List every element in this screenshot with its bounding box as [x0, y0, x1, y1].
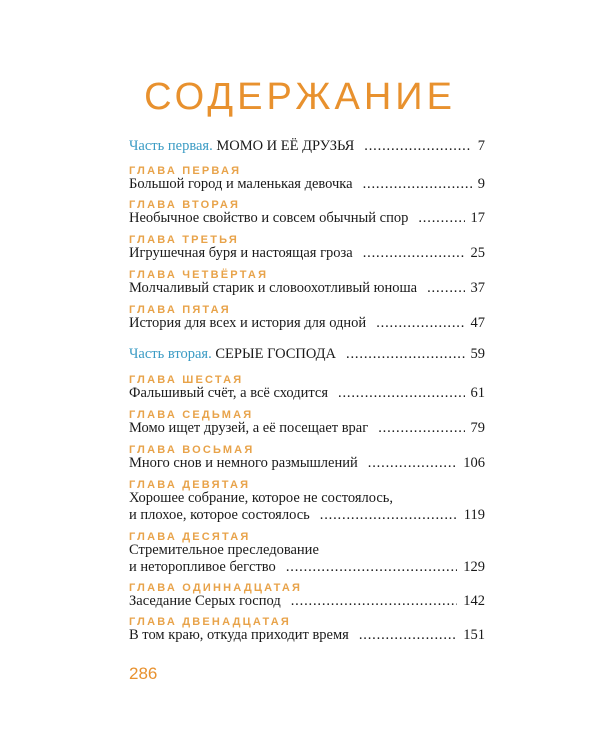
leader-dots [346, 346, 464, 363]
toc-chapter-12 [129, 627, 485, 644]
part-2-prefix: Часть вторая. [129, 346, 212, 362]
toc-chapter-2 [129, 210, 485, 227]
chapter-12-page: 151 [463, 627, 485, 643]
chapter-6-page: 61 [470, 385, 485, 401]
chapter-11-title: Заседание Серых господ [129, 593, 281, 609]
chapter-4-title: Молчаливый старик и словоохотливый юноша [129, 280, 418, 296]
chapter-9-title-line1: Хорошее собрание, которое не состоялось, [129, 490, 394, 506]
toc-chapter-4 [129, 280, 485, 297]
toc-part-2 [129, 346, 485, 363]
leader-dots [364, 138, 471, 155]
chapter-9-page: 119 [463, 507, 485, 523]
chapter-11-page: 142 [463, 593, 485, 609]
toc-chapter-6 [129, 385, 485, 402]
chapter-1-title: Большой город и маленькая девочка [129, 176, 353, 192]
page-number: 286 [129, 664, 158, 683]
leader-dots [320, 507, 458, 524]
part-1-page: 7 [477, 138, 485, 154]
chapter-1-page: 9 [477, 176, 485, 192]
chapter-2-page: 17 [470, 210, 485, 226]
chapter-12-label: ГЛАВА ДВЕНАДЦАТАЯ [129, 616, 291, 628]
chapter-10-title: и неторопливое бегство [129, 559, 276, 575]
chapter-7-label: ГЛАВА СЕДЬМАЯ [129, 409, 254, 421]
leader-dots [427, 280, 464, 297]
page-title: СОДЕРЖАНИЕ [144, 76, 456, 118]
chapter-12-title: В том краю, откуда приходит время [129, 627, 349, 643]
leader-dots [338, 385, 465, 402]
toc-chapter-3 [129, 245, 485, 262]
chapter-5-label: ГЛАВА ПЯТАЯ [129, 304, 231, 316]
chapter-10-page: 129 [463, 559, 485, 575]
leader-dots [359, 627, 457, 644]
chapter-10-label: ГЛАВА ДЕСЯТАЯ [129, 531, 251, 543]
chapter-8-label: ГЛАВА ВОСЬМАЯ [129, 444, 255, 456]
chapter-1-label: ГЛАВА ПЕРВАЯ [129, 165, 242, 177]
part-2-name: СЕРЫЕ ГОСПОДА [215, 346, 337, 362]
chapter-5-page: 47 [470, 315, 485, 331]
chapter-8-title: Много снов и немного размышлений [129, 455, 358, 471]
leader-dots [363, 245, 465, 262]
leader-dots [378, 420, 464, 437]
chapter-6-title: Фальшивый счёт, а всё сходится [129, 385, 328, 401]
chapter-3-page: 25 [470, 245, 485, 261]
leader-dots [418, 210, 464, 227]
toc-chapter-5 [129, 315, 485, 332]
chapter-7-page: 79 [470, 420, 485, 436]
toc-chapter-11 [129, 593, 485, 610]
chapter-8-page: 106 [463, 455, 485, 471]
leader-dots [376, 315, 464, 332]
toc-chapter-8 [129, 455, 485, 472]
chapter-3-label: ГЛАВА ТРЕТЬЯ [129, 234, 239, 246]
part-2-page: 59 [470, 346, 485, 362]
leader-dots [363, 176, 472, 193]
toc-part-1 [129, 138, 485, 155]
chapter-4-label: ГЛАВА ЧЕТВЁРТАЯ [129, 269, 269, 281]
toc-chapter-1 [129, 176, 485, 193]
leader-dots [291, 593, 458, 610]
chapter-10-title-line1: Стремительное преследование [129, 542, 319, 558]
chapter-3-title: Игрушечная буря и настоящая гроза [129, 245, 353, 261]
chapter-2-title: Необычное свойство и совсем обычный спор [129, 210, 409, 226]
toc-chapter-9 [129, 507, 485, 524]
chapter-2-label: ГЛАВА ВТОРАЯ [129, 199, 241, 211]
leader-dots [368, 455, 457, 472]
chapter-9-label: ГЛАВА ДЕВЯТАЯ [129, 479, 251, 491]
chapter-5-title: История для всех и история для одной [129, 315, 367, 331]
chapter-6-label: ГЛАВА ШЕСТАЯ [129, 374, 244, 386]
chapter-9-title: и плохое, которое состоялось [129, 507, 310, 523]
chapter-7-title: Момо ищет друзей, а её посещает враг [129, 420, 369, 436]
leader-dots [286, 559, 457, 576]
toc-chapter-7 [129, 420, 485, 437]
chapter-11-label: ГЛАВА ОДИННАДЦАТАЯ [129, 582, 303, 594]
part-1-name: МОМО И ЕЁ ДРУЗЬЯ [216, 138, 355, 154]
toc-chapter-10 [129, 559, 485, 576]
chapter-4-page: 37 [470, 280, 485, 296]
part-1-prefix: Часть первая. [129, 138, 213, 154]
